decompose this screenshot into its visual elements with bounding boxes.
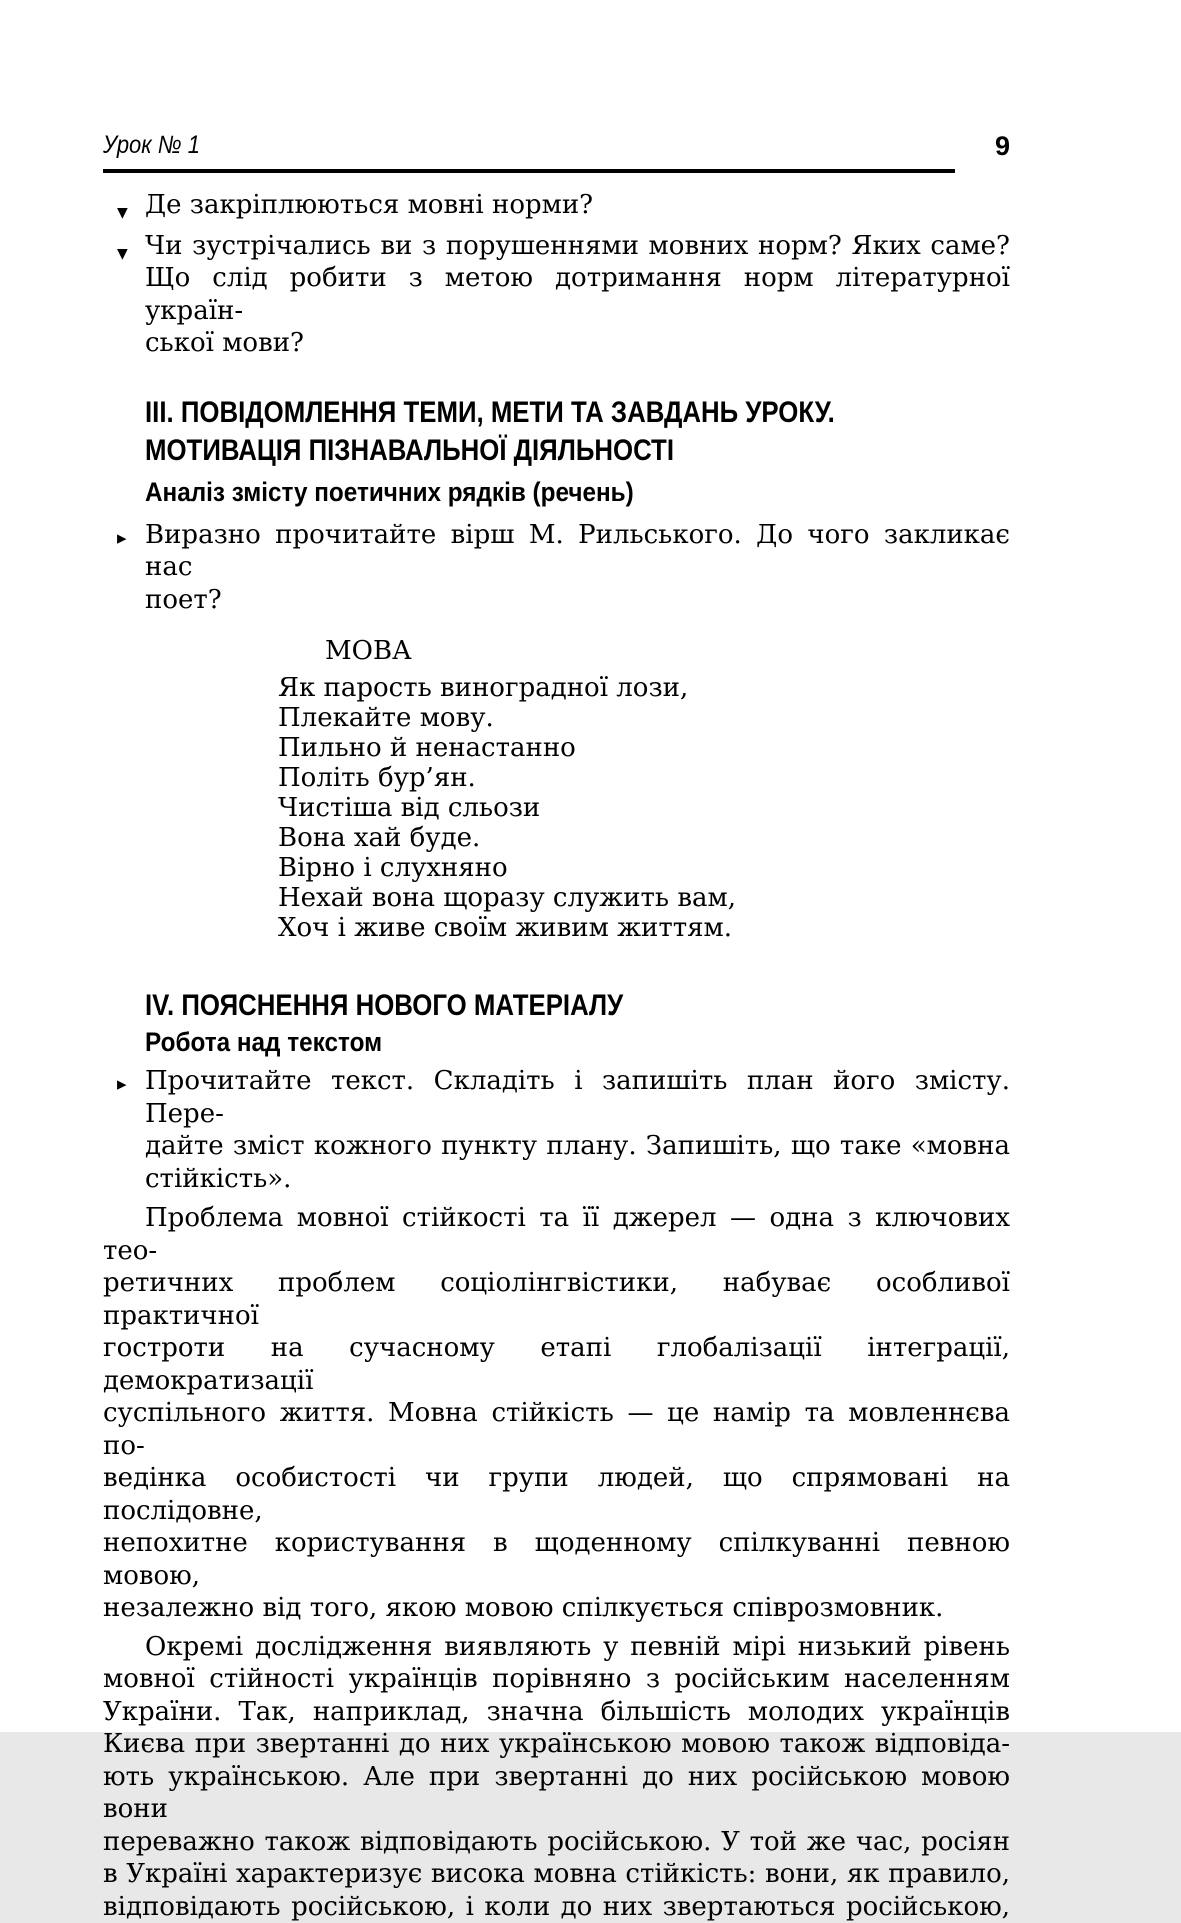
paragraph bbox=[103, 1631, 1010, 1923]
question-text bbox=[145, 230, 1010, 360]
text-line: ють українською. Але при звертанні до них російською мовою вони bbox=[103, 1761, 1010, 1826]
heading-line: МОТИВАЦІЯ ПІЗНАВАЛЬНОЇ ДІЯЛЬНОСТІ bbox=[145, 432, 674, 470]
question-item bbox=[103, 189, 1010, 230]
poem-line: Нехай вона щоразу служить вам, bbox=[278, 883, 1010, 913]
text-line: Києва при звертанні до них українською мовою також відповіда- bbox=[103, 1728, 1010, 1761]
text-line: ведінка особистості чи групи людей, що спрямовані на послідовне, bbox=[103, 1462, 1010, 1527]
task-item bbox=[103, 519, 1010, 617]
triangle-down-bullet-icon: ▼ bbox=[103, 189, 145, 230]
text-line: Що слід робити з метою дотримання норм літературної україн- bbox=[145, 262, 1010, 327]
question-item bbox=[103, 230, 1010, 360]
text-line: Прочитайте текст. Складіть і запишіть план його змісту. Пере- bbox=[145, 1065, 1010, 1130]
text-line: ретичних проблем соціолінгвістики, набуває особливої практичної bbox=[103, 1267, 1010, 1332]
section-3-heading bbox=[145, 394, 1010, 470]
running-head bbox=[103, 0, 1010, 165]
section-3-subheading: Аналіз змісту поетичних рядків (речень) bbox=[145, 477, 1010, 507]
paragraph bbox=[103, 1202, 1010, 1625]
text-line: незалежно від того, якою мовою спілкується співрозмовник. bbox=[103, 1592, 1010, 1625]
poem-line: Вірно і слухняно bbox=[278, 853, 1010, 883]
text-line: Чи зустрічались ви з порушеннями мовних норм? Яких саме? bbox=[145, 230, 1010, 263]
text-line: Виразно прочитайте вірш М. Рильського. До чого закликає нас bbox=[145, 519, 1010, 584]
text-line: в Україні характеризує висока мовна стійкість: вони, як правило, bbox=[103, 1858, 1010, 1891]
text-line: гостроти на сучасному етапі глобалізації інтеграції, демократизації bbox=[103, 1332, 1010, 1397]
text-line: суспільного життя. Мовна стійкість — це намір та мовленнєва по- bbox=[103, 1397, 1010, 1462]
poem-block bbox=[278, 636, 1010, 943]
section-4-subheading: Робота над текстом bbox=[145, 1027, 1010, 1057]
text-line: переважно також відповідають російською. У той же час, росіян bbox=[103, 1826, 1010, 1859]
poem-line: Плекайте мову. bbox=[278, 703, 1010, 733]
text-line: дайте зміст кожного пункту плану. Запишіть, що таке «мовна bbox=[145, 1130, 1010, 1163]
heading-line: III. ПОВІДОМЛЕННЯ ТЕМИ, МЕТИ ТА ЗАВДАНЬ УРОКУ. bbox=[145, 394, 835, 432]
poem-line: Політь бур’ян. bbox=[278, 763, 1010, 793]
text-line: мовної стійності українців порівняно з російським населенням bbox=[103, 1663, 1010, 1696]
text-line: Де закріплюються мовні норми? bbox=[145, 189, 1010, 222]
poem-line: Як парость виноградної лози, bbox=[278, 673, 1010, 703]
triangle-down-bullet-icon: ▼ bbox=[103, 230, 145, 360]
text-line: непохитне користування в щоденному спілкуванні певною мовою, bbox=[103, 1527, 1010, 1592]
task-text bbox=[145, 519, 1010, 617]
text-line: відповідають російською, і коли до них звертаються російською, bbox=[103, 1891, 1010, 1923]
task-text bbox=[145, 1065, 1010, 1195]
text-line: Окремі дослідження виявляють у певній мірі низький рівень bbox=[103, 1631, 1010, 1664]
poem-title: МОВА bbox=[325, 636, 1010, 666]
question-text bbox=[145, 189, 1010, 230]
text-line: поет? bbox=[145, 584, 1010, 617]
text-line: стійкість». bbox=[145, 1163, 1010, 1196]
triangle-right-bullet-icon: ▸ bbox=[103, 519, 145, 617]
page-content bbox=[103, 0, 1010, 1923]
text-line: України. Так, наприклад, значна більшість молодих українців bbox=[103, 1696, 1010, 1729]
lesson-label: Урок № 1 bbox=[103, 131, 200, 160]
questions-block bbox=[103, 189, 1010, 360]
poem-line: Чистіша від сльози bbox=[278, 793, 1010, 823]
poem-line: Хоч і живе своїм живим життям. bbox=[278, 913, 1010, 943]
task-item bbox=[103, 1065, 1010, 1195]
page-number: 9 bbox=[995, 131, 1010, 162]
poem-line: Пильно й ненастанно bbox=[278, 733, 1010, 763]
header-rule bbox=[103, 169, 955, 173]
poem-line: Вона хай буде. bbox=[278, 823, 1010, 853]
text-line: Проблема мовної стійкості та її джерел — одна з ключових тео- bbox=[103, 1202, 1010, 1267]
heading-line: IV. ПОЯСНЕННЯ НОВОГО МАТЕРІАЛУ bbox=[145, 987, 623, 1025]
text-line: ської мови? bbox=[145, 327, 1010, 360]
section-4-heading bbox=[145, 987, 1010, 1025]
triangle-right-bullet-icon: ▸ bbox=[103, 1065, 145, 1195]
